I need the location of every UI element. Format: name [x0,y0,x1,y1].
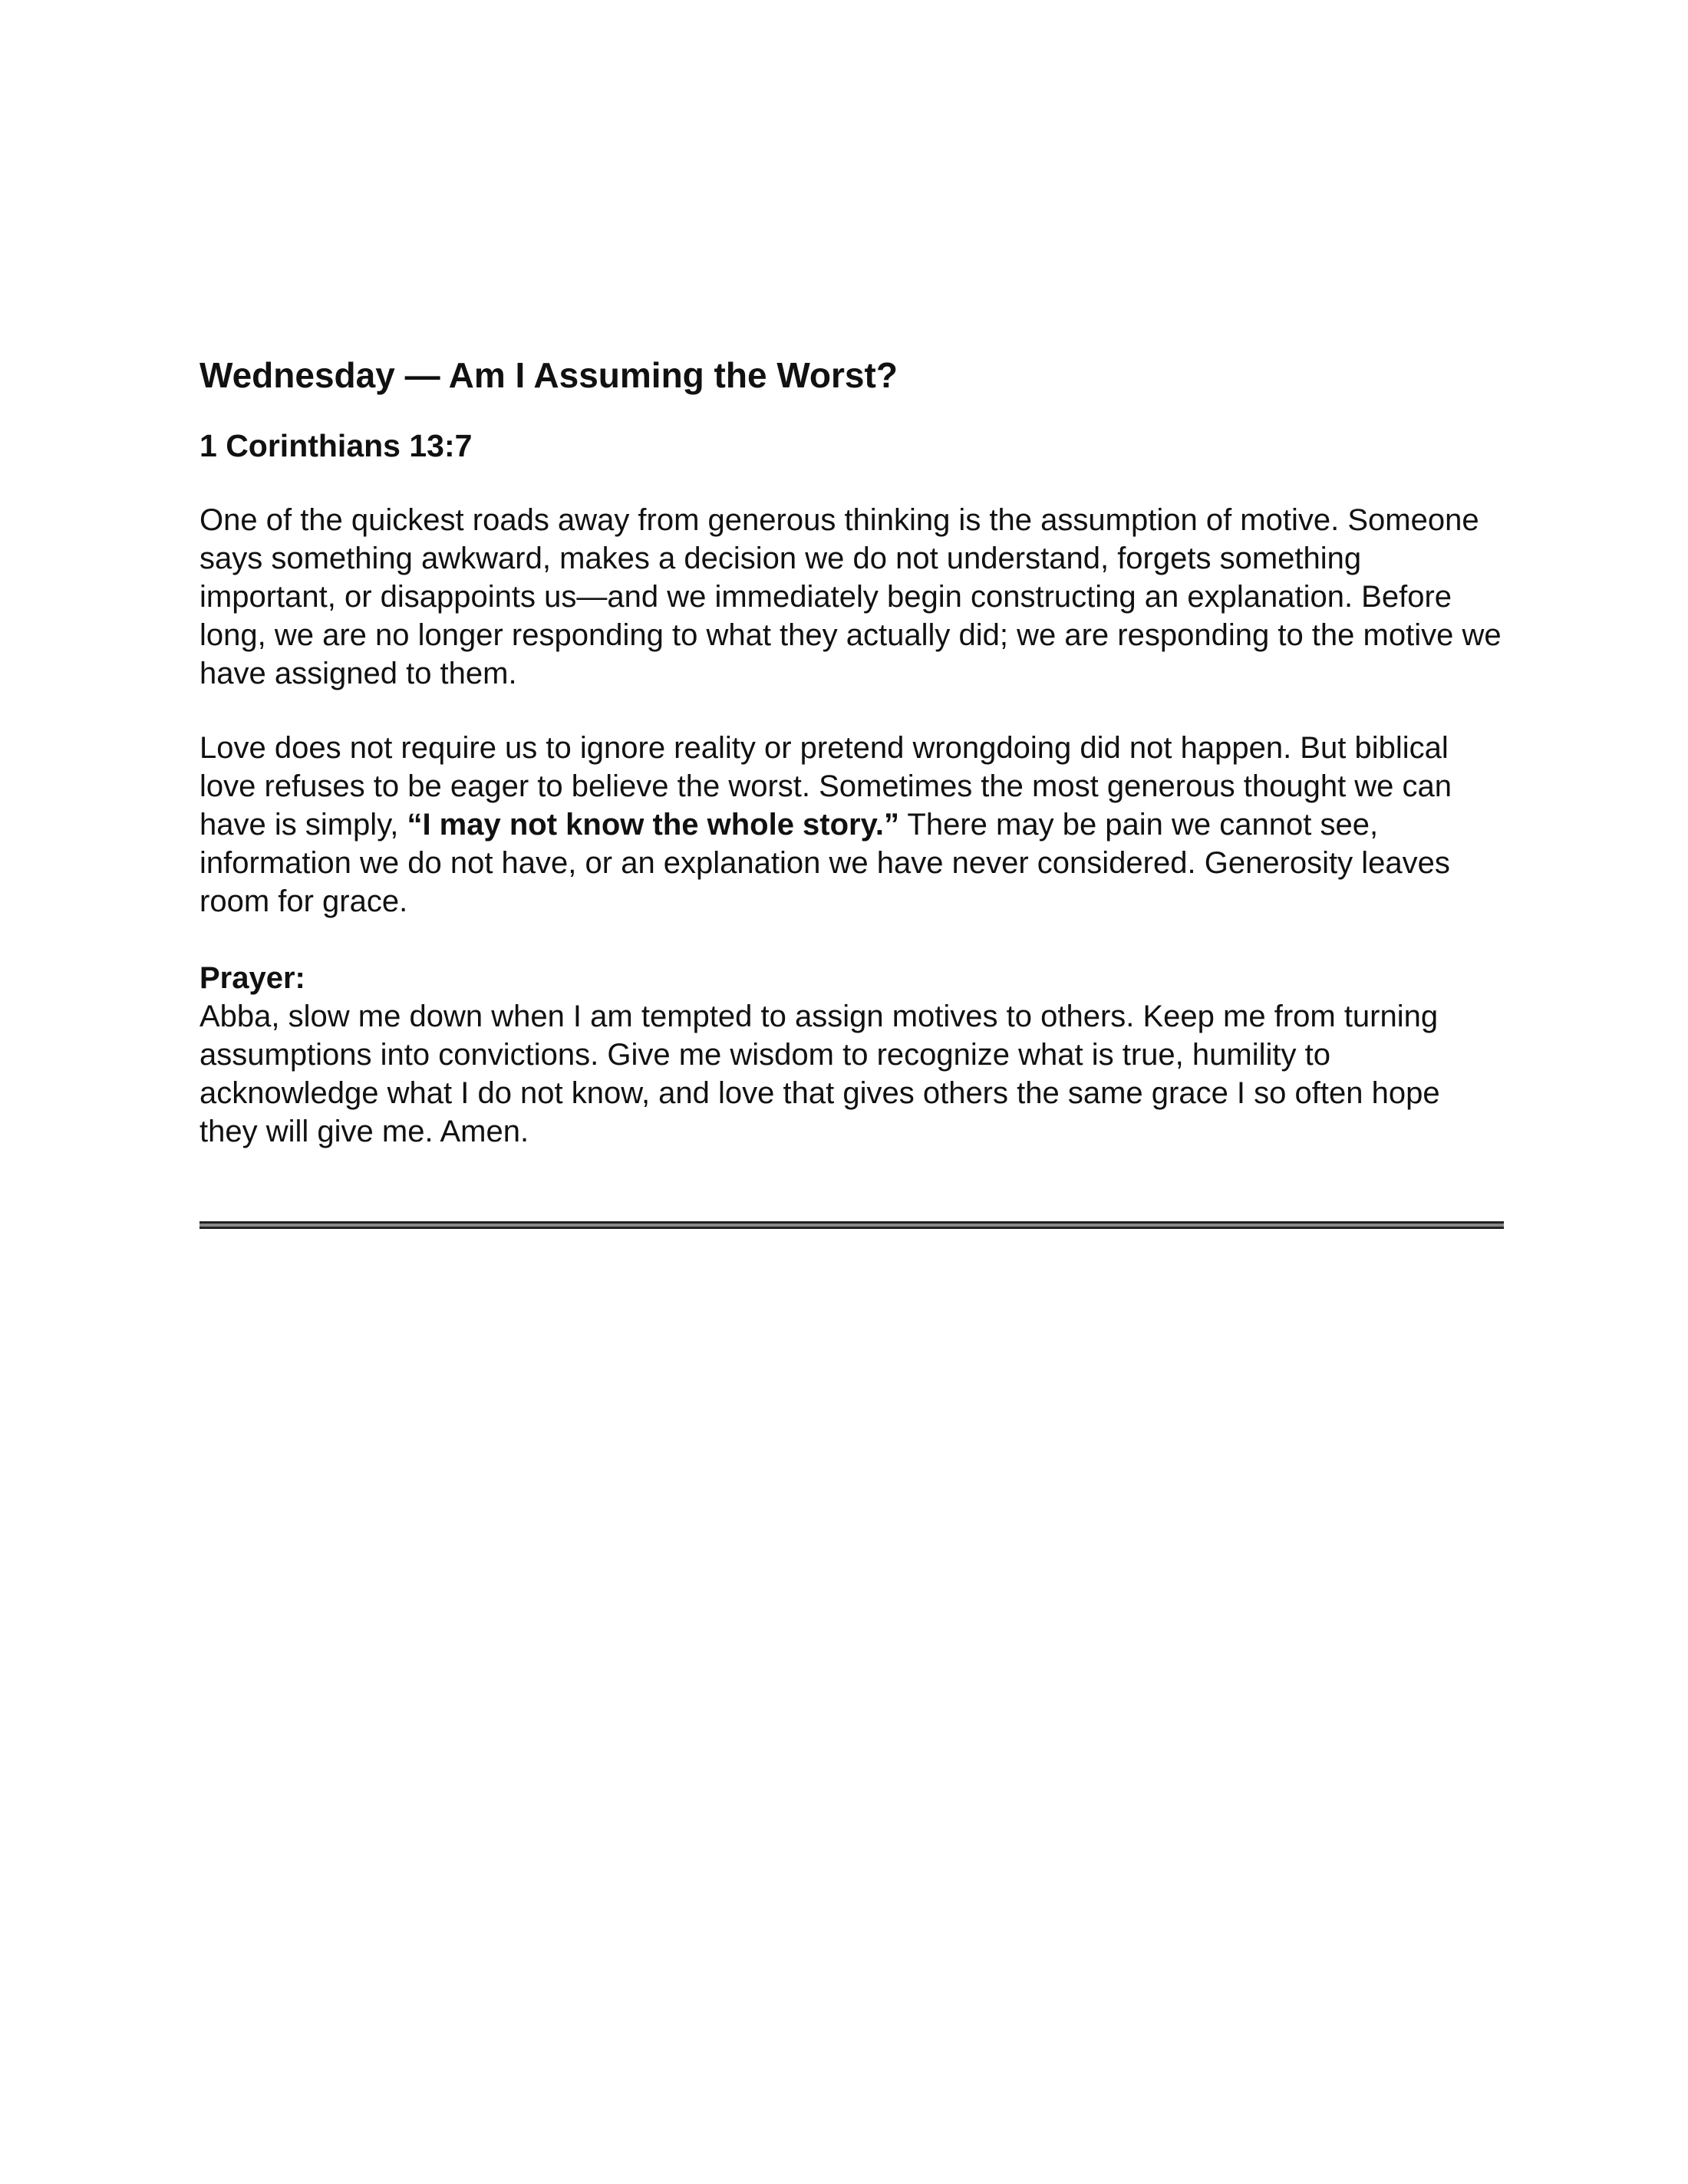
scripture-reference: 1 Corinthians 13:7 [199,428,473,464]
page-title: Wednesday — Am I Assuming the Worst? [199,355,898,395]
section-divider [199,1221,1504,1229]
devotional-page [199,354,1504,1229]
body-paragraph-2 [199,729,1504,921]
paragraph-2-text-before: Love does not require us to ignore reality or pretend wrongdoing did not happen. But biblical love refuses to be eager to believe the worst. Sometimes the most generous thought we can have is simply, [199,731,1452,842]
body-paragraph-1: One of the quickest roads away from generous thinking is the assumption of motive. Someone says something awkward, makes a decision we do not understand, forgets something important, or disappoints us—and we immediately begin constructing an explanation. Before long, we are no longer responding to what they actually did; we are responding to the motive we have assigned to them. [199,503,1502,691]
prayer-text: Abba, slow me down when I am tempted to assign motives to others. Keep me from turning assumptions into convictions. Give me wisdom to recognize what is true, humility to acknowledge what I do not know, and love that gives others the same grace I so often hope they will give me. Amen. [199,1000,1440,1149]
paragraph-2-text-after: There may be pain we cannot see, information we do not have, or an explanation we have never considered. Generosity leaves room for grace. [199,808,1450,919]
prayer-label: Prayer: [199,961,305,996]
emphasized-quote: “I may not know the whole story.” [407,808,900,842]
